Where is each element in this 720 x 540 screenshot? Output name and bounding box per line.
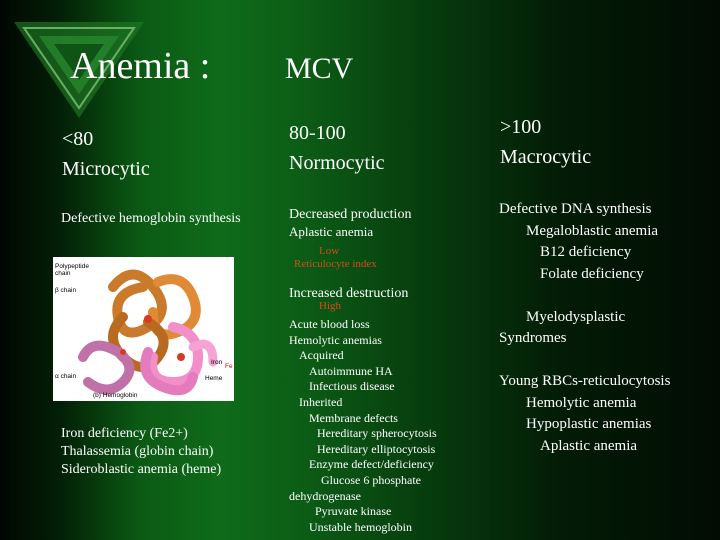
list-item: Pyruvate kinase	[315, 504, 392, 519]
list-item: Enzyme defect/deficiency	[309, 457, 434, 472]
microcytic-label: Microcytic	[62, 158, 150, 180]
list-item: Young RBCs-reticulocytosis	[499, 373, 671, 389]
list-item: Folate deficiency	[540, 265, 644, 282]
list-item: Thalassemia (globin chain)	[61, 444, 214, 459]
label-polypeptide: Polypeptide chain	[55, 263, 89, 277]
decreased-production: Decreased production	[289, 207, 412, 222]
aplastic-anemia: Aplastic anemia	[289, 224, 374, 239]
list-item: B12 deficiency	[540, 244, 632, 260]
spacer	[499, 285, 670, 307]
increased-destruction: Increased destruction	[289, 286, 409, 301]
list-item: Acute blood loss	[289, 317, 370, 331]
list-item: dehydrogenase	[289, 488, 361, 503]
list-item: Hypoplastic anemias	[526, 416, 652, 432]
high-label: High	[319, 300, 341, 312]
list-item: Sideroblastic anemia (heme)	[61, 462, 222, 477]
label-heme: Heme	[205, 375, 223, 382]
label-iron: Iron	[211, 359, 223, 366]
microcytic-range: <80	[62, 128, 94, 150]
low-label: Low	[319, 245, 340, 257]
list-item: Aplastic anemia	[540, 437, 638, 454]
macrocytic-label: Macrocytic	[500, 146, 592, 168]
list-item: Syndromes	[499, 330, 567, 346]
normocytic-label: Normocytic	[289, 152, 385, 174]
list-item: Glucose 6 phosphate	[321, 472, 421, 487]
list-item: Hereditary elliptocytosis	[317, 441, 436, 456]
list-item: Acquired	[299, 348, 344, 363]
list-item: Hemolytic anemias	[289, 332, 382, 347]
normocytic-range: 80-100	[289, 122, 346, 144]
slide-subtitle: MCV	[285, 52, 354, 85]
list-item: Unstable hemoglobin	[309, 519, 412, 534]
normocytic-header	[289, 118, 385, 178]
list-item: Myelodysplastic	[526, 308, 626, 325]
list-item: Iron deficiency (Fe2+)	[61, 426, 188, 441]
label-alpha-chain: α chain	[55, 373, 77, 380]
list-item: Membrane defects	[309, 410, 398, 425]
normocytic-list	[289, 317, 437, 535]
list-item: Hereditary spherocytosis	[317, 426, 437, 441]
figure-caption: (b) Hemoglobin	[93, 392, 138, 399]
list-item: Autoimmune HA	[309, 363, 393, 378]
list-item: Megaloblastic anemia	[526, 222, 659, 239]
list-item: Inherited	[299, 394, 343, 409]
hemoglobin-figure	[53, 257, 234, 401]
spacer	[499, 350, 670, 372]
microcytic-cause: Defective hemoglobin synthesis	[61, 211, 241, 226]
macrocytic-list	[499, 199, 670, 457]
macrocytic-header	[500, 112, 591, 172]
list-item: Infectious disease	[309, 379, 395, 394]
reticulocyte-index-label: Reticulocyte index	[294, 258, 377, 270]
slide-title: Anemia :	[70, 45, 211, 87]
label-beta-chain: β chain	[55, 287, 77, 294]
list-item: Defective DNA synthesis	[499, 201, 652, 217]
microcytic-list	[61, 425, 221, 479]
microcytic-header	[62, 124, 150, 184]
label-fe: Fe	[225, 363, 233, 370]
list-item: Hemolytic anemia	[526, 394, 637, 411]
macrocytic-range: >100	[500, 116, 542, 138]
